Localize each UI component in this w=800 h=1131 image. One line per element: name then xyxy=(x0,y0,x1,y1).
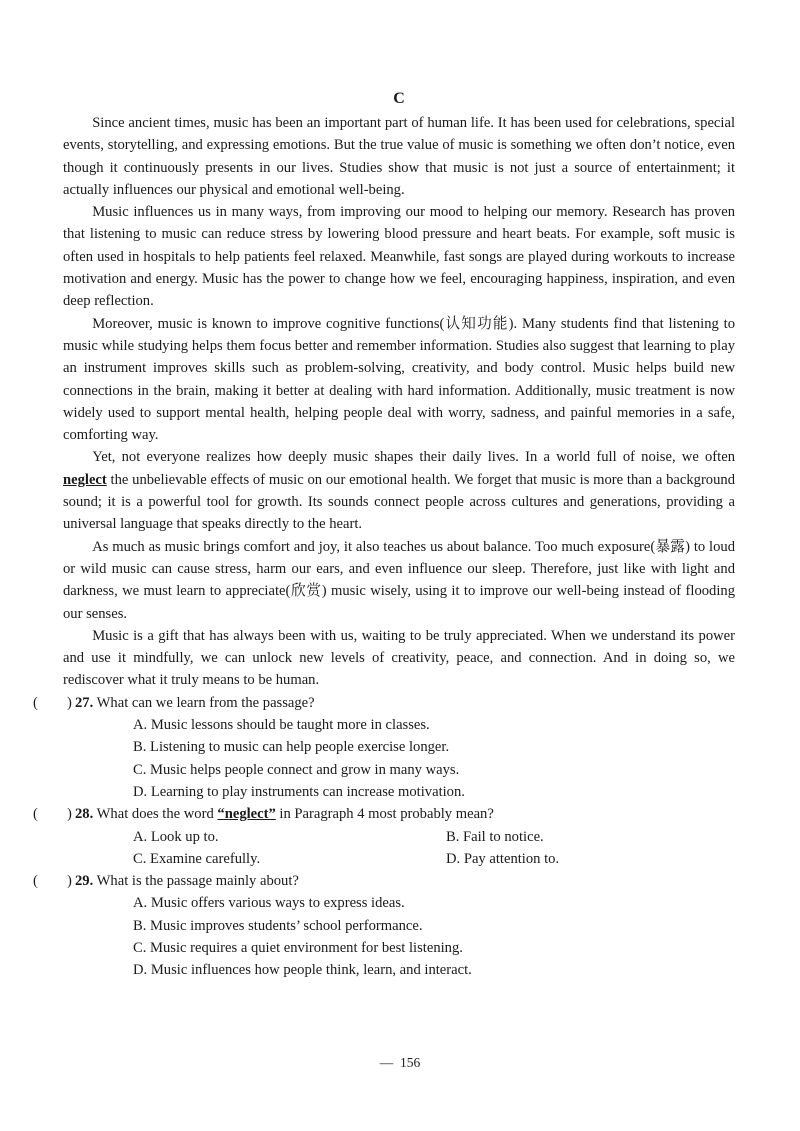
paragraph-3: Moreover, music is known to improve cognitive functions(认知功能). Many students find that listening to music while studying helps them focus better and remember information. Studies also suggest that learning to play an instrument improves skills such as problem-solving, creativity, and body control. Music helps build new connections in the brain, making it better at dealing with hard information. Additionally, music treatment is now widely used to support mental health, helping people deal with worry, sadness, and painful memories in a safe, comforting way. xyxy=(63,315,735,444)
paragraph-6: Music is a gift that has always been with us, waiting to be truly appreciated. When we understand its power and use it mindfully, we can unlock new levels of creativity, peace, and connection. And in doing so, we rediscover what it truly means to be human. xyxy=(63,627,735,689)
answer-blank-29[interactable]: ( ) xyxy=(33,873,72,890)
option-29-a: A. Music offers various ways to express ideas. xyxy=(133,895,405,912)
option-27-a: A. Music lessons should be taught more in classes. xyxy=(133,717,430,734)
option-28-d: D. Pay attention to. xyxy=(446,850,560,867)
section-title: C xyxy=(393,90,405,107)
question-28-keyword: “neglect” xyxy=(217,806,276,823)
page-number: — 156 xyxy=(379,1055,421,1070)
option-29-b: B. Music improves students’ school performance. xyxy=(133,917,423,934)
question-28-text-after: in Paragraph 4 most probably mean? xyxy=(275,806,494,823)
option-27-b: B. Listening to music can help people exercise longer. xyxy=(133,739,450,756)
option-28-c: C. Examine carefully. xyxy=(133,850,261,867)
paragraph-4-before: Yet, not everyone realizes how deeply music shapes their daily lives. In a world full of noise, we often xyxy=(92,449,735,466)
option-28-a: A. Look up to. xyxy=(133,828,219,845)
question-29-text: What is the passage mainly about? xyxy=(96,873,299,890)
option-27-c: C. Music helps people connect and grow in many ways. xyxy=(133,761,460,778)
option-28-b: B. Fail to notice. xyxy=(446,828,544,845)
option-29-c: C. Music requires a quiet environment for best listening. xyxy=(133,939,463,956)
question-29 xyxy=(33,870,735,892)
question-27 xyxy=(33,692,735,714)
question-29-number: 29. xyxy=(75,873,94,890)
answer-blank-28[interactable]: ( ) xyxy=(33,806,72,823)
question-27-text: What can we learn from the passage? xyxy=(96,694,315,711)
question-28-options xyxy=(133,826,735,871)
page-content xyxy=(33,88,735,982)
paragraph-5: As much as music brings comfort and joy, it also teaches us about balance. Too much exposure(暴露) to loud or wild music can cause stress, harm our ears, and even influence our sleep. Therefore, just like with light and darkness, we must learn to appreciate(欣赏) music wisely, using it to improve our well-being instead of flooding our senses. xyxy=(63,538,735,622)
question-29-options xyxy=(133,892,735,981)
question-28 xyxy=(33,803,735,825)
paragraph-4-after: the unbelievable effects of music on our emotional health. We forget that music is more than a background sound; it is a powerful tool for growth. Its sounds connect people across cultures and generations, providing a universal language that speaks directly to the heart. xyxy=(63,471,735,533)
question-27-options xyxy=(133,714,735,803)
option-27-d: D. Learning to play instruments can increase motivation. xyxy=(133,783,465,800)
question-28-text-before: What does the word xyxy=(96,806,218,823)
paragraph-1: Since ancient times, music has been an important part of human life. It has been used for celebrations, special events, storytelling, and expressing emotions. But the true value of music is something we often don’t notice, even though it continuously presents in our lives. Studies show that music is not just a source of entertainment; it actually influences our physical and emotional well-being. xyxy=(63,115,735,198)
paragraph-4 xyxy=(63,446,735,535)
question-27-number: 27. xyxy=(75,694,94,711)
option-29-d: D. Music influences how people think, learn, and interact. xyxy=(133,962,472,979)
answer-blank-27[interactable]: ( ) xyxy=(33,694,72,711)
paragraph-2: Music influences us in many ways, from improving our mood to helping our memory. Research has proven that listening to music can reduce stress by lowering blood pressure and heart beats. For example, soft music is often used in hospitals to help patients feel relaxed. Meanwhile, fast songs are played during workouts to increase motivation and energy. Music has the power to change how we feel, encouraging happiness, inspiration, and even deep reflection. xyxy=(63,204,735,310)
keyword-neglect: neglect xyxy=(63,471,107,488)
question-28-number: 28. xyxy=(75,806,94,823)
